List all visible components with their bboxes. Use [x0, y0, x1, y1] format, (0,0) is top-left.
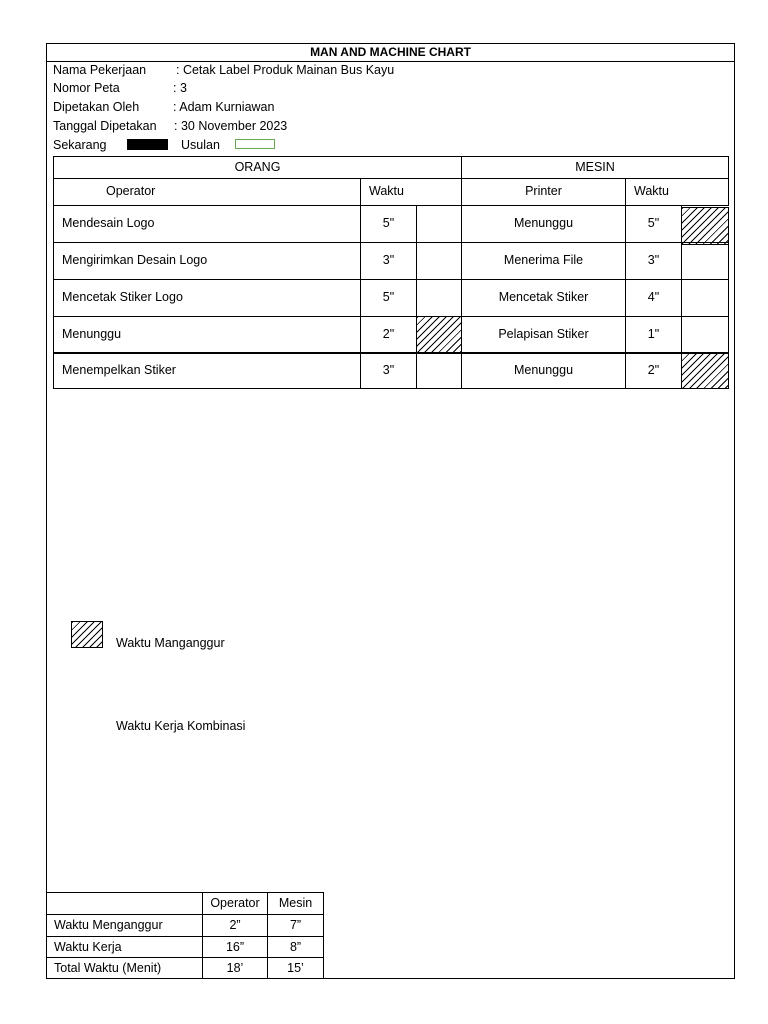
summary-value: 15’	[287, 961, 304, 975]
summary-value: Total Waktu (Menit)	[54, 961, 162, 975]
dipetakan-oleh-label: Dipetakan Oleh	[53, 100, 140, 114]
tanggal-value: : 30 November 2023	[174, 119, 288, 133]
orang-time-cell	[360, 242, 417, 280]
idle-legend-label: Waktu Manganggur	[116, 636, 225, 650]
orang-time-cell	[360, 352, 417, 389]
mesin-activity-cell	[461, 205, 626, 243]
orang-time: 2"	[382, 327, 395, 341]
summary-cell	[202, 936, 268, 958]
summary-value: 16”	[225, 940, 245, 954]
chart-title: MAN AND MACHINE CHART	[46, 43, 735, 62]
mesin-activity-cell	[461, 279, 626, 317]
orang-activity: Mengirimkan Desain Logo	[62, 253, 208, 267]
orang-time-cell	[360, 205, 417, 243]
orang-work-bar	[416, 279, 462, 317]
orang-activity: Menempelkan Stiker	[62, 363, 176, 377]
mesin-activity-cell	[461, 352, 626, 389]
orang-work-bar	[416, 352, 462, 389]
orang-time: 5"	[382, 216, 395, 230]
orang-time: 5"	[382, 290, 395, 304]
orang-work-bar	[416, 205, 462, 243]
mesin-activity-cell	[461, 242, 626, 280]
mesin-work-bar	[681, 242, 729, 280]
mesin-work-bar	[681, 316, 729, 354]
waktu-header-right: Waktu	[634, 184, 669, 198]
idle-legend-swatch	[71, 621, 103, 648]
summary-value: Waktu Kerja	[54, 940, 122, 954]
sekarang-swatch	[127, 139, 168, 150]
orang-header: ORANG	[234, 160, 281, 174]
summary-cell	[46, 914, 203, 937]
operator-header: Operator	[106, 184, 156, 198]
summary-header-cell	[267, 892, 324, 915]
mesin-activity: Pelapisan Stiker	[498, 327, 589, 341]
summary-cell	[202, 914, 268, 937]
orang-activity: Mencetak Stiker Logo	[62, 290, 183, 304]
orang-activity-cell	[53, 352, 361, 389]
orang-time-cell	[360, 279, 417, 317]
orang-activity: Menunggu	[62, 327, 122, 341]
mesin-time: 5"	[647, 216, 660, 230]
combined-legend-label: Waktu Kerja Kombinasi	[116, 719, 246, 733]
usulan-label: Usulan	[181, 138, 220, 152]
mesin-activity: Menerima File	[503, 253, 584, 267]
waktu-header-left-cell	[360, 178, 462, 206]
printer-header: Printer	[525, 184, 562, 198]
mesin-time-cell	[625, 352, 682, 389]
summary-header-cell	[46, 892, 203, 915]
summary-cell	[46, 936, 203, 958]
sekarang-label: Sekarang	[53, 138, 107, 152]
printer-header-cell	[461, 178, 626, 206]
mesin-time-cell	[625, 242, 682, 280]
dipetakan-oleh-value: : Adam Kurniawan	[173, 100, 275, 114]
orang-activity-cell	[53, 279, 361, 317]
summary-cell	[267, 957, 324, 979]
mesin-header-cell	[461, 156, 729, 179]
orang-time-cell	[360, 316, 417, 354]
mesin-work-bar	[681, 279, 729, 317]
summary-cell	[267, 936, 324, 958]
waktu-header-right-cell	[625, 178, 729, 206]
orang-time: 3"	[382, 363, 395, 377]
orang-time: 3"	[382, 253, 395, 267]
orang-activity-cell	[53, 242, 361, 280]
orang-header-cell	[53, 156, 462, 179]
mesin-header: MESIN	[575, 160, 615, 174]
mesin-time-cell	[625, 316, 682, 354]
mesin-activity-cell	[461, 316, 626, 354]
nomor-peta-label: Nomor Peta	[53, 81, 120, 95]
mesin-idle-bar	[681, 352, 729, 389]
summary-value: 7”	[289, 918, 302, 932]
orang-activity: Mendesain Logo	[62, 216, 155, 230]
summary-cell	[202, 957, 268, 979]
mesin-activity: Mencetak Stiker	[498, 290, 589, 304]
summary-header: Mesin	[278, 896, 313, 910]
usulan-swatch	[235, 139, 275, 149]
nomor-peta-value: : 3	[173, 81, 187, 95]
mesin-time-cell	[625, 279, 682, 317]
summary-cell	[267, 914, 324, 937]
mesin-time: 3"	[647, 253, 660, 267]
orang-activity-cell	[53, 316, 361, 354]
orang-activity-cell	[53, 205, 361, 243]
mesin-time-cell	[625, 205, 682, 243]
orang-idle-bar	[416, 316, 462, 354]
mesin-idle-bar	[681, 207, 729, 245]
summary-value: 18’	[226, 961, 244, 975]
summary-header: Operator	[210, 896, 260, 910]
mesin-time: 1"	[647, 327, 660, 341]
operator-header-cell	[53, 178, 361, 206]
summary-value: Waktu Menganggur	[54, 918, 163, 932]
orang-work-bar	[416, 242, 462, 280]
nama-pekerjaan-value: : Cetak Label Produk Mainan Bus Kayu	[176, 63, 395, 77]
mesin-time: 4"	[647, 290, 660, 304]
mesin-activity: Menunggu	[513, 363, 574, 377]
summary-cell	[46, 957, 203, 979]
mesin-activity: Menunggu	[513, 216, 574, 230]
summary-header-cell	[202, 892, 268, 915]
nama-pekerjaan-label: Nama Pekerjaan	[53, 63, 147, 77]
summary-value: 2”	[229, 918, 241, 932]
mesin-time: 2"	[647, 363, 660, 377]
tanggal-label: Tanggal Dipetakan	[53, 119, 157, 133]
waktu-header-left: Waktu	[369, 184, 404, 198]
summary-value: 8”	[289, 940, 302, 954]
